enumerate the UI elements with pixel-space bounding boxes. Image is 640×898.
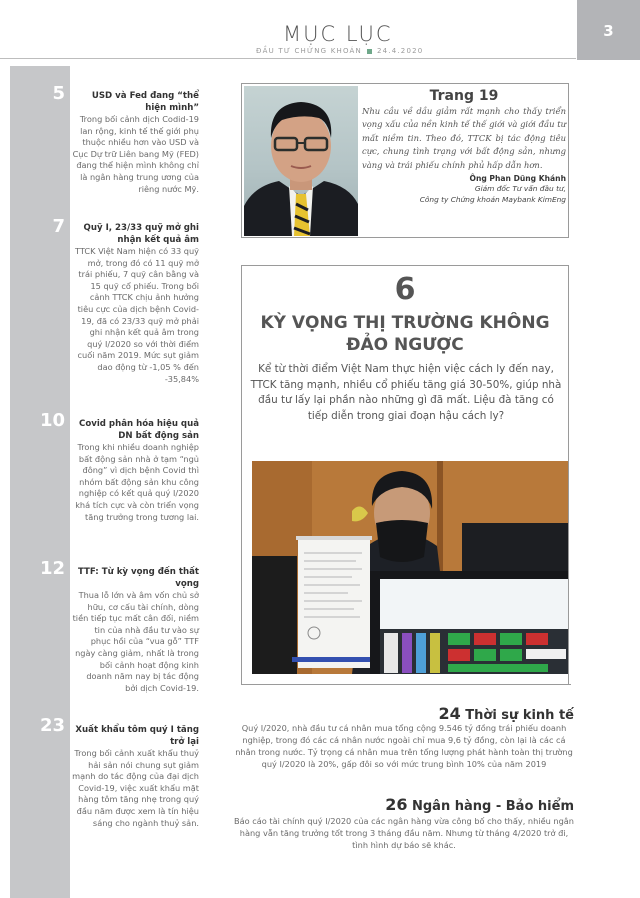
toc-entry-summary: Trong bối cảnh dịch Codid-19 lan rộng, kinh tế thế giới phụ thuộc nhiều hơn vào USD và Cục Dự trữ Liên bang Mỹ (FED) đang thể hiện mình không chỉ là ngân hàng trung ương của riêng nước Mỹ. — [72, 114, 199, 194]
toc-entry-title[interactable]: Xuất khẩu tôm quý I tăng trở lại — [75, 725, 199, 747]
article-page-number: 24 — [438, 704, 461, 723]
publication-line — [256, 47, 423, 55]
quote-author-company: Công ty Chứng khoán Maybank KimEng — [419, 195, 566, 205]
page-number: 3 — [603, 22, 614, 40]
section-page-number: 12 — [39, 558, 65, 579]
quote-content — [362, 88, 566, 205]
article-title[interactable]: Thời sự kinh tế — [465, 708, 574, 723]
toc-entry-summary: Trong khi nhiều doanh nghiệp bất động sản nhà ở tạm “ngủ đông” vì dịch bệnh Covid thì nhóm bất động sản khu công nghiệp có kết quả quý I/2020 khá tích cực và còn triển vọng tăng trưởng trong tương lai. — [75, 442, 199, 522]
toc-entry-title[interactable]: USD và Fed đang “thể hiện mình” — [91, 91, 199, 113]
article-title[interactable]: Ngân hàng - Bảo hiểm — [412, 799, 574, 814]
article-summary: Báo cáo tài chính quý I/2020 của các ngân hàng vừa công bố cho thấy, nhiều ngân hàng vẫn tăng trưởng tốt trong 3 tháng đầu năm. Nhưng từ tháng 4/2020 trở đi, tình hình dự báo sẽ khác. — [233, 816, 574, 850]
feature-summary: Kể từ thời điểm Việt Nam thực hiện việc cách ly đến nay, TTCK tăng mạnh, nhiều cổ phiếu tăng giá 30-50%, giúp nhà đầu tư lấy lại phần nào những gì đã mất. Liệu đà tăng có tiếp diễn trong giai đoạn hậu cách ly? — [250, 363, 562, 422]
article-heading[interactable] — [438, 704, 574, 723]
publication-name: ĐẦU TƯ CHỨNG KHOÁN — [256, 47, 362, 55]
header-divider — [0, 58, 576, 59]
toc-entry[interactable] — [72, 222, 199, 385]
section-page-number: 7 — [52, 216, 65, 237]
toc-entry-title[interactable]: Covid phân hóa hiệu quả DN bất động sản — [79, 419, 199, 441]
page-number-tab — [577, 0, 640, 60]
left-sidebar-bar — [10, 66, 70, 898]
feature-photo — [252, 461, 568, 674]
feature-title[interactable]: KỲ VỌNG THỊ TRƯỜNG KHÔNG ĐẢO NGƯỢC — [260, 313, 550, 355]
section-page-number: 5 — [52, 83, 65, 104]
toc-entry-summary: TTCK Việt Nam hiện có 33 quỹ mở, trong đó có 11 quỹ mở trái phiếu, 7 quỹ cân bằng và 15 quỹ cổ phiếu. Trong bối cảnh TTCK chịu ảnh hưởng tiêu cực của dịch bệnh Covid-19, đã có 23/33 quỹ mở phải ghi nhận kết quả âm trong quý I/2020 so với thời điểm cuối năm 2019. Mức sụt giảm dao động từ -1,05 % đến -35,84% — [75, 246, 199, 384]
section-page-number: 10 — [39, 410, 65, 431]
stock-board-icon — [380, 629, 568, 674]
quote-box[interactable] — [241, 83, 569, 238]
person-portrait-icon — [244, 86, 358, 236]
quote-text: Nhu cầu về dầu giảm rất mạnh cho thấy triển vọng xấu của nền kinh tế thế giới và giới đầu tư mất niềm tin. Theo đó, TTCK bị tác động tiêu cực, chung tình trạng với bất động sản, nhưng vàng và trái phiếu chính phủ hấp dẫn hơn. — [362, 106, 566, 170]
feature-page-number: 6 — [394, 272, 416, 307]
toc-entry[interactable] — [72, 724, 199, 829]
toc-entry-title[interactable]: Quỹ I, 23/33 quỹ mở ghi nhận kết quả âm — [83, 223, 199, 245]
toc-entry-title[interactable]: TTF: Từ kỳ vọng đến thất vọng — [77, 567, 199, 589]
feature-divider — [241, 684, 571, 685]
portrait-photo — [244, 86, 358, 236]
article-heading[interactable] — [385, 795, 574, 814]
article-summary: Quý I/2020, nhà đầu tư cá nhân mua tổng cộng 9.546 tỷ đồng trái phiếu doanh nghiệp, trong đó các cá nhân nước ngoài chỉ mua 9,6 tỷ đồng, còn lại là các cá nhân trong nước. Tỷ trọng cá nhân mua trên tổng lượng phát hành toàn thị trường quý I/2020 là 20%, gấp đôi so với mức trung bình 10% của năm 2019 — [235, 723, 573, 769]
toc-entry[interactable] — [72, 90, 199, 195]
toc-entry-summary: Thua lỗ lớn và âm vốn chủ sở hữu, cơ cấu tài chính, dòng tiền tiếp tục mất cân đối, niềm tin của nhà đầu tư vào sự phục hồi của “vua gỗ” TTF ngày càng giảm, nhất là trong bối cảnh hoạt động kinh doanh năm nay bị tác động bởi dịch Covid-19. — [72, 590, 199, 693]
issue-date: 24.4.2020 — [376, 47, 424, 55]
trader-at-screens-photo-icon — [252, 461, 568, 674]
article-page-number: 26 — [385, 795, 408, 814]
section-page-number: 23 — [39, 715, 65, 736]
toc-entry-summary: Trong bối cảnh xuất khẩu thuỷ hải sản nói chung sụt giảm mạnh do tác động của đại dịch Covid-19, việc xuất khẩu mặt hàng tôm tăng nhẹ trong quý đầu năm được xem là tín hiệu sáng cho ngành thuỷ sản. — [72, 748, 199, 828]
feature-story[interactable] — [241, 265, 569, 685]
quote-page-title[interactable]: Trang 19 — [429, 88, 499, 104]
page-title: MỤC LỤC — [283, 22, 393, 46]
quote-author: Ông Phan Dũng Khánh — [469, 174, 566, 184]
toc-entry[interactable] — [72, 418, 199, 523]
quote-author-role: Giám đốc Tư vấn đầu tư, — [474, 184, 566, 194]
square-bullet-icon — [367, 49, 372, 54]
toc-entry[interactable] — [72, 566, 199, 694]
